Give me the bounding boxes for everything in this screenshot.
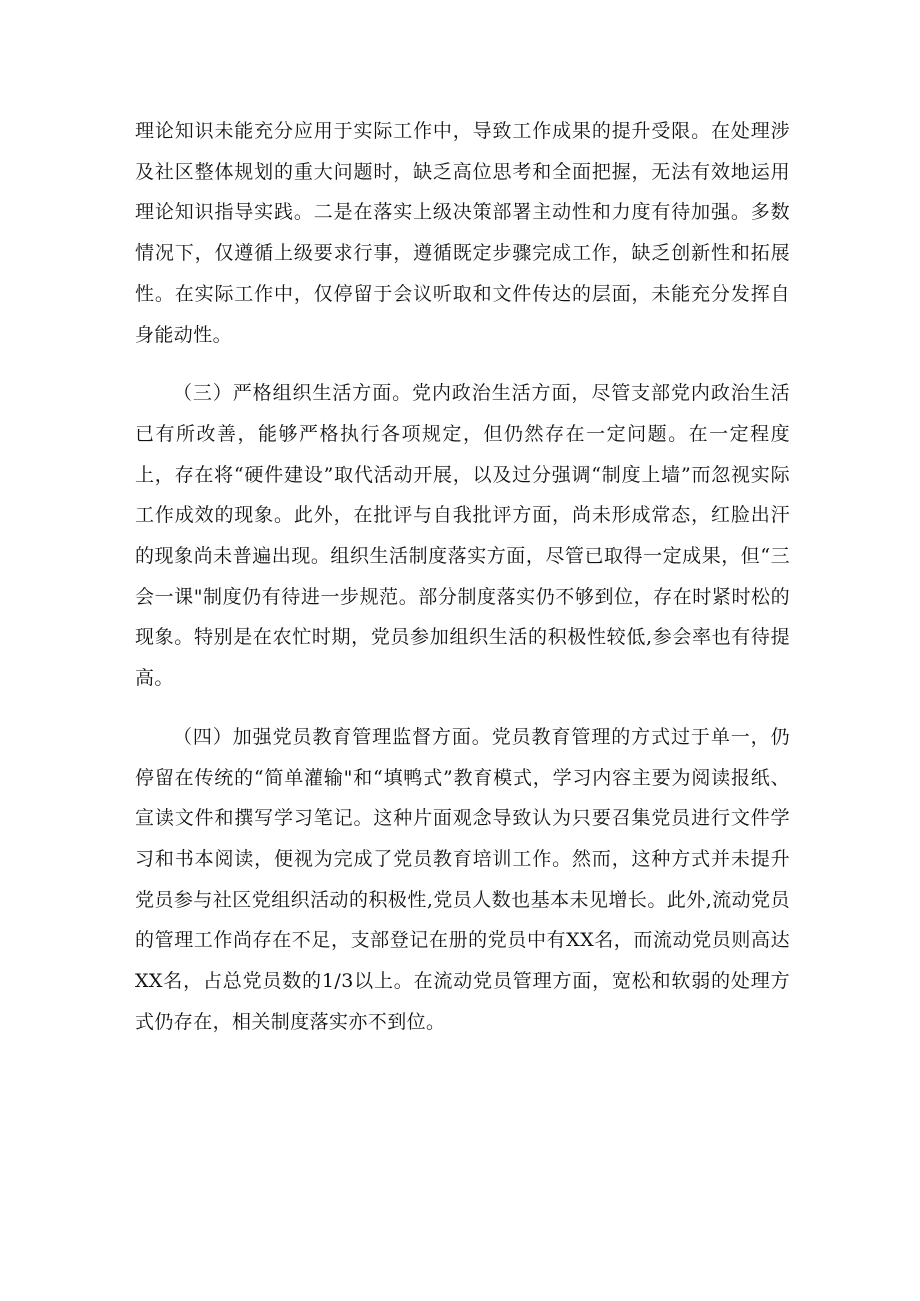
document-body [135,111,790,1042]
paragraph-section-three: （三）严格组织生活方面。党内政治生活方面，尽管支部党内政治生活已有所改善，能够严格执行各项规定，但仍然存在一定问题。在一定程度上，存在将“硬件建设”取代活动开展，以及过分强调“制度上墙”而忽视实际工作成效的现象。此外，在批评与自我批评方面，尚未形成常态，红脸出汗的现象尚未普遍出现。组织生活制度落实方面，尽管已取得一定成果，但“三会一课"制度仍有待进一步规范。部分制度落实仍不够到位，存在时紧时松的现象。特别是在农忙时期，党员参加组织生活的积极性较低,参会率也有待提高。 [135,382,790,690]
paragraph-continuation: 理论知识未能充分应用于实际工作中，导致工作成果的提升受限。在处理涉及社区整体规划的重大问题时，缺乏高位思考和全面把握，无法有效地运用理论知识指导实践。二是在落实上级决策部署主动性和力度有待加强。多数情况下，仅遵循上级要求行事，遵循既定步骤完成工作，缺乏创新性和拓展性。在实际工作中，仅停留于会议听取和文件传达的层面，未能充分发挥自身能动性。 [135,120,790,346]
paragraph-section-four: （四）加强党员教育管理监督方面。党员教育管理的方式过于单一，仍停留在传统的“简单灌输"和“填鸭式”教育模式，学习内容主要为阅读报纸、宣读文件和撰写学习笔记。这种片面观念导致认为只要召集党员进行文件学习和书本阅读，便视为完成了党员教育培训工作。然而，这种方式并未提升党员参与社区党组织活动的积极性,党员人数也基本未见增长。此外,流动党员的管理工作尚存在不足，支部登记在册的党员中有XX名，而流动党员则高达XX名，占总党员数的1/3以上。在流动党员管理方面，宽松和软弱的处理方式仍存在，相关制度落实亦不到位。 [135,725,790,1033]
